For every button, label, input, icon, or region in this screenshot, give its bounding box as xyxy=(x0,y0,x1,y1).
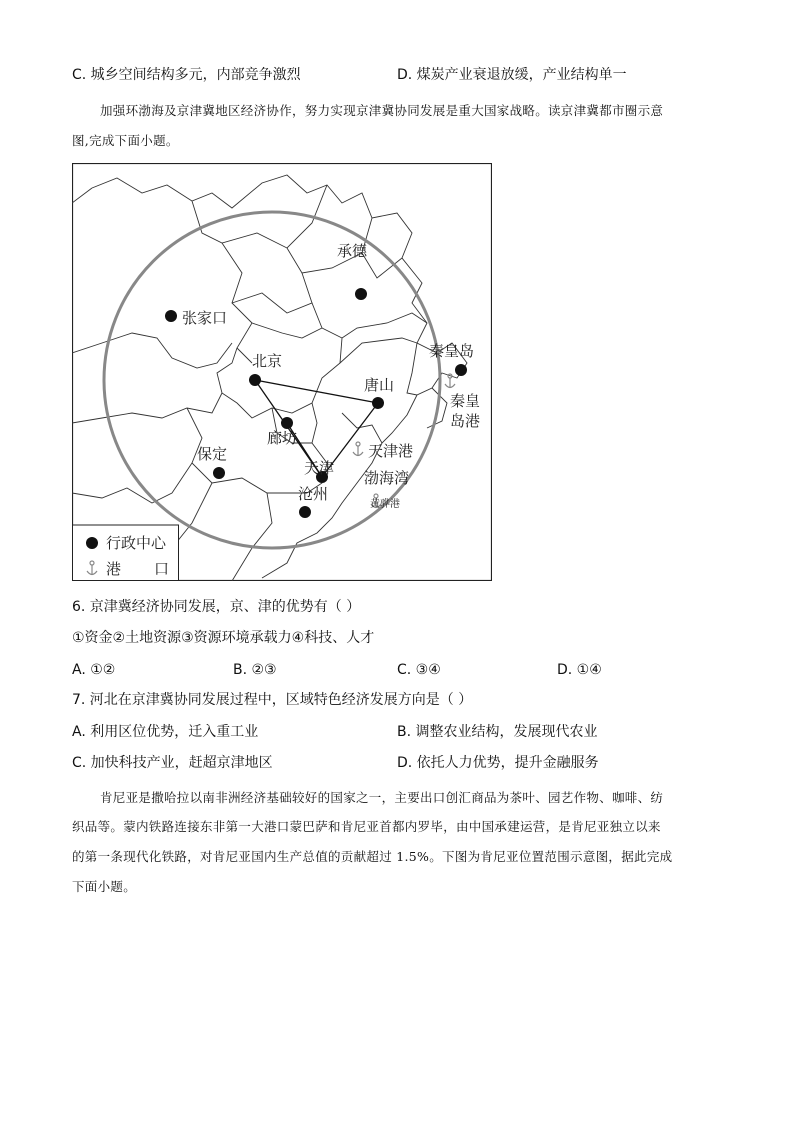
bohai-bay-label: 渤海湾 xyxy=(364,469,410,487)
baoding-label: 保定 xyxy=(197,445,228,463)
cangzhou-label: 沧州 xyxy=(298,485,329,503)
zhangjiakou-label: 张家口 xyxy=(182,309,228,327)
legend xyxy=(73,525,179,581)
qinhuangdao-port-label-1: 秦皇 xyxy=(450,392,481,410)
passage1-line2: 图,完成下面小题。 xyxy=(72,133,179,148)
baoding-marker xyxy=(213,467,225,479)
qinhuangdao-label: 秦皇岛 xyxy=(429,342,475,360)
langfang-marker xyxy=(281,417,293,429)
q6-option-a: A. ①② xyxy=(72,662,116,678)
beijing-label: 北京 xyxy=(252,352,283,370)
passage2-line2: 织品等。蒙内铁路连接东非第一大港口蒙巴萨和肯尼亚首都内罗毕，由中国承建运营，是肯尼亚独立以来 xyxy=(72,819,661,834)
q6-option-c: C. ③④ xyxy=(397,662,441,678)
legend-dot-icon xyxy=(86,537,98,549)
zhangjiakou-marker xyxy=(165,310,177,322)
beijing-marker xyxy=(249,374,261,386)
cangzhou-marker xyxy=(299,506,311,518)
tangshan-marker xyxy=(372,397,384,409)
legend-port-1: 港 xyxy=(106,560,122,578)
q7-stem: 7. 河北在京津冀协同发展过程中，区域特色经济发展方向是（ ） xyxy=(72,692,473,708)
option-d: D. 煤炭产业衰退放缓，产业结构单一 xyxy=(397,67,627,83)
q6-option-b: B. ②③ xyxy=(233,662,277,678)
qinhuangdao-port-label-2: 岛港 xyxy=(450,412,481,430)
q7-option-d: D. 依托人力优势，提升金融服务 xyxy=(397,755,599,771)
q6-option-d: D. ①④ xyxy=(557,662,602,678)
langfang-label: 廊坊 xyxy=(267,429,298,447)
jingjinji-map xyxy=(72,163,492,581)
legend-port-2: 口 xyxy=(154,560,170,578)
option-c: C. 城乡空间结构多元，内部竞争激烈 xyxy=(72,67,301,83)
chengde-label: 承德 xyxy=(337,242,368,260)
q7-option-c: C. 加快科技产业，赶超京津地区 xyxy=(72,755,273,771)
legend-admin-center: 行政中心 xyxy=(106,534,167,552)
passage2-line3: 的第一条现代化铁路，对肯尼亚国内生产总值的贡献超过 1.5%。下图为肯尼亚位置范围示意图，据此完成 xyxy=(72,849,673,864)
q7-option-a: A. 利用区位优势，迁入重工业 xyxy=(72,724,259,740)
passage1-line1: 加强环渤海及京津冀地区经济协作，努力实现京津冀协同发展是重大国家战略。读京津冀都市圈示意 xyxy=(100,103,664,118)
q6-items: ①资金②土地资源③资源环境承载力④科技、人才 xyxy=(72,630,375,646)
passage2-line4: 下面小题。 xyxy=(72,879,137,894)
chengde-marker xyxy=(355,288,367,300)
tianjin-port-label: 天津港 xyxy=(368,442,414,460)
tangshan-label: 唐山 xyxy=(364,376,395,394)
q7-option-b: B. 调整农业结构，发展现代农业 xyxy=(397,724,598,740)
tianjin-label: 天津 xyxy=(304,459,335,477)
qinhuangdao-marker xyxy=(455,364,467,376)
q6-stem: 6. 京津冀经济协同发展，京、津的优势有（ ） xyxy=(72,599,361,615)
passage2-line1: 肯尼亚是撒哈拉以南非洲经济基础较好的国家之一，主要出口创汇商品为茶叶、园艺作物、咖啡、纺 xyxy=(100,790,664,805)
huanghua-port-label: 黄骅港 xyxy=(370,499,400,510)
